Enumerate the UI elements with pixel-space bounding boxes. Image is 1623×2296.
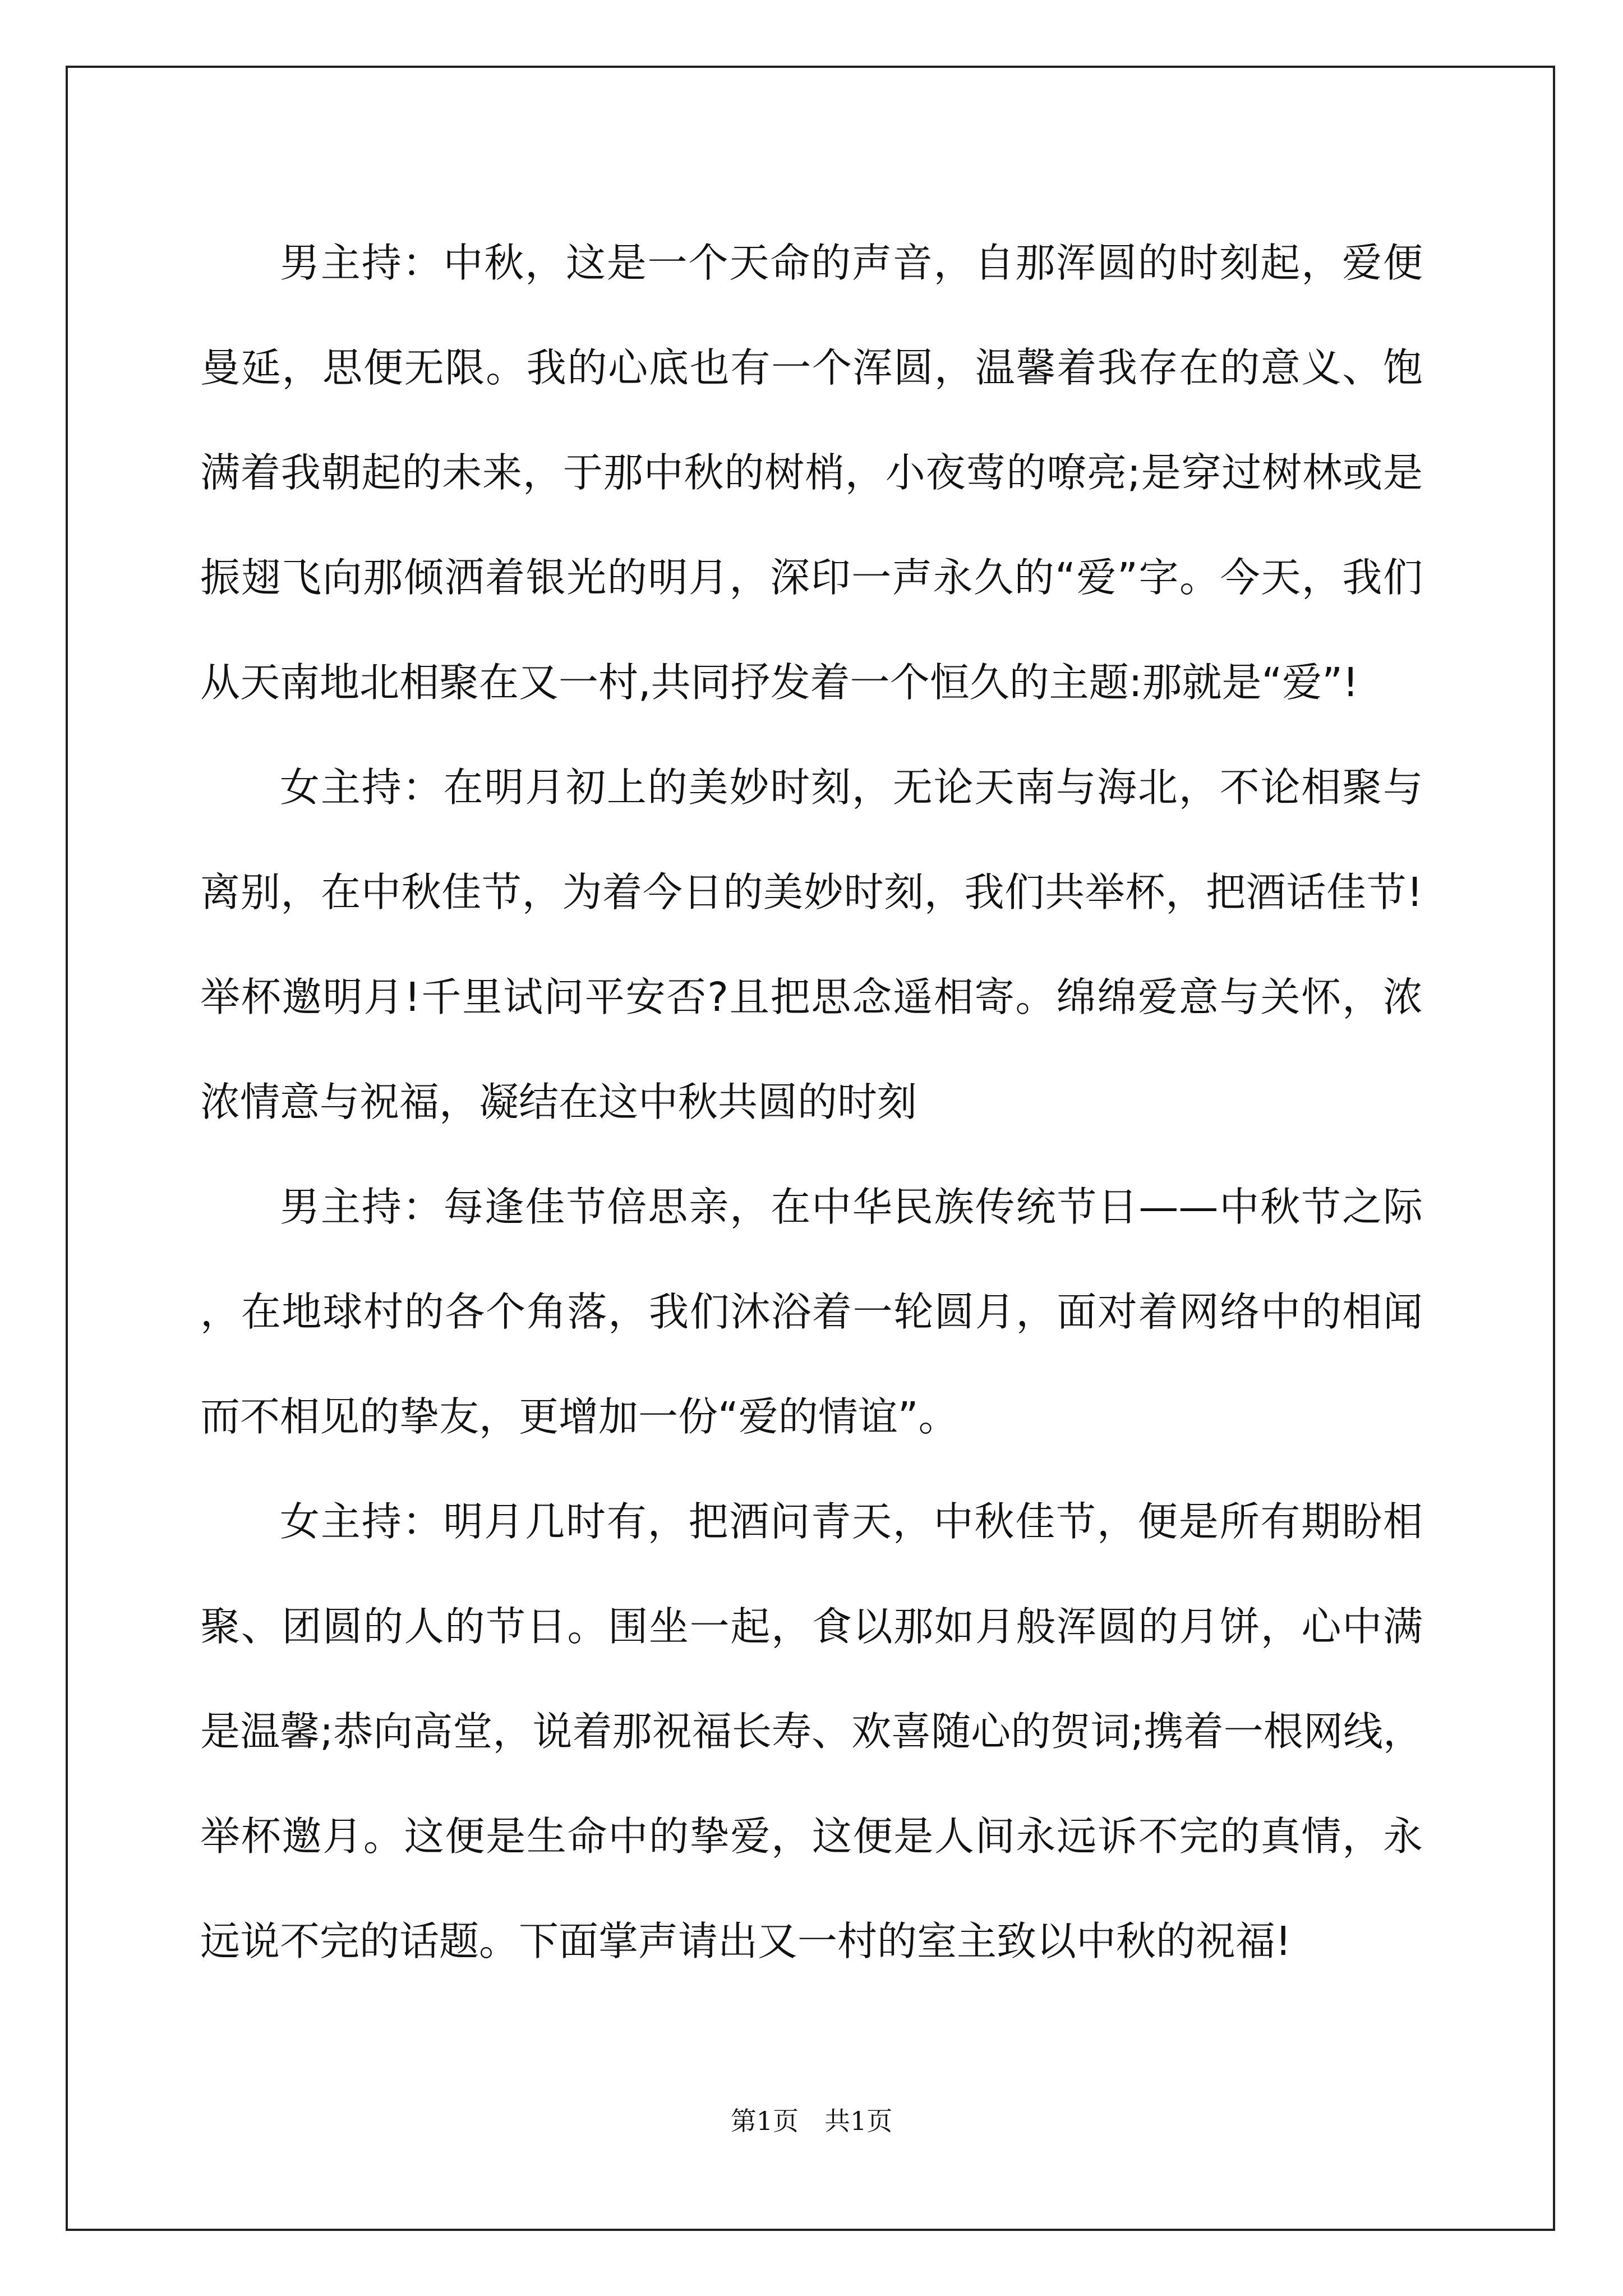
paragraph-male-host-1: 男主持：中秋，这是一个天命的声音，自那浑圆的时刻起，爱便曼延，思便无限。我的心底也有一个浑圆，温馨着我存在的意义、饱满着我朝起的未来，于那中秋的树梢，小夜莺的嘹亮;是穿过树林或是振翅飞向那倾洒着银光的明月，深印一声永久的“爱”字。今天，我们从天南地北相聚在又一村,共同抒发着一个恒久的主题:那就是“爱”!	[200, 240, 1423, 706]
paragraph-female-host-1: 女主持：在明月初上的美妙时刻，无论天南与海北，不论相聚与离别，在中秋佳节，为着今日的美妙时刻，我们共举杯，把酒话佳节!举杯邀明月!千里试问平安否?且把思念遥相寄。绵绵爱意与关怀，浓浓情意与祝福，凝结在这中秋共圆的时刻	[200, 764, 1423, 1125]
paragraph-female-host-2: 女主持：明月几时有，把酒问青天，中秋佳节，便是所有期盼相聚、团圆的人的节日。围坐一起，食以那如月般浑圆的月饼，心中满是温馨;恭向高堂，说着那祝福长寿、欢喜随心的贺词;携着一根网线，举杯邀月。这便是生命中的挚爱，这便是人间永远诉不完的真情，永远说不完的话题。下面掌声请出又一村的室主致以中秋的祝福!	[200, 1498, 1423, 1964]
document-body	[200, 210, 1423, 1994]
page-footer: 第1页 共1页	[730, 2106, 893, 2136]
paragraph-male-host-2: 男主持：每逢佳节倍思亲，在中华民族传统节日——中秋节之际，在地球村的各个角落，我们沐浴着一轮圆月，面对着网络中的相闻而不相见的挚友，更增加一份“爱的情谊”。	[200, 1184, 1423, 1440]
